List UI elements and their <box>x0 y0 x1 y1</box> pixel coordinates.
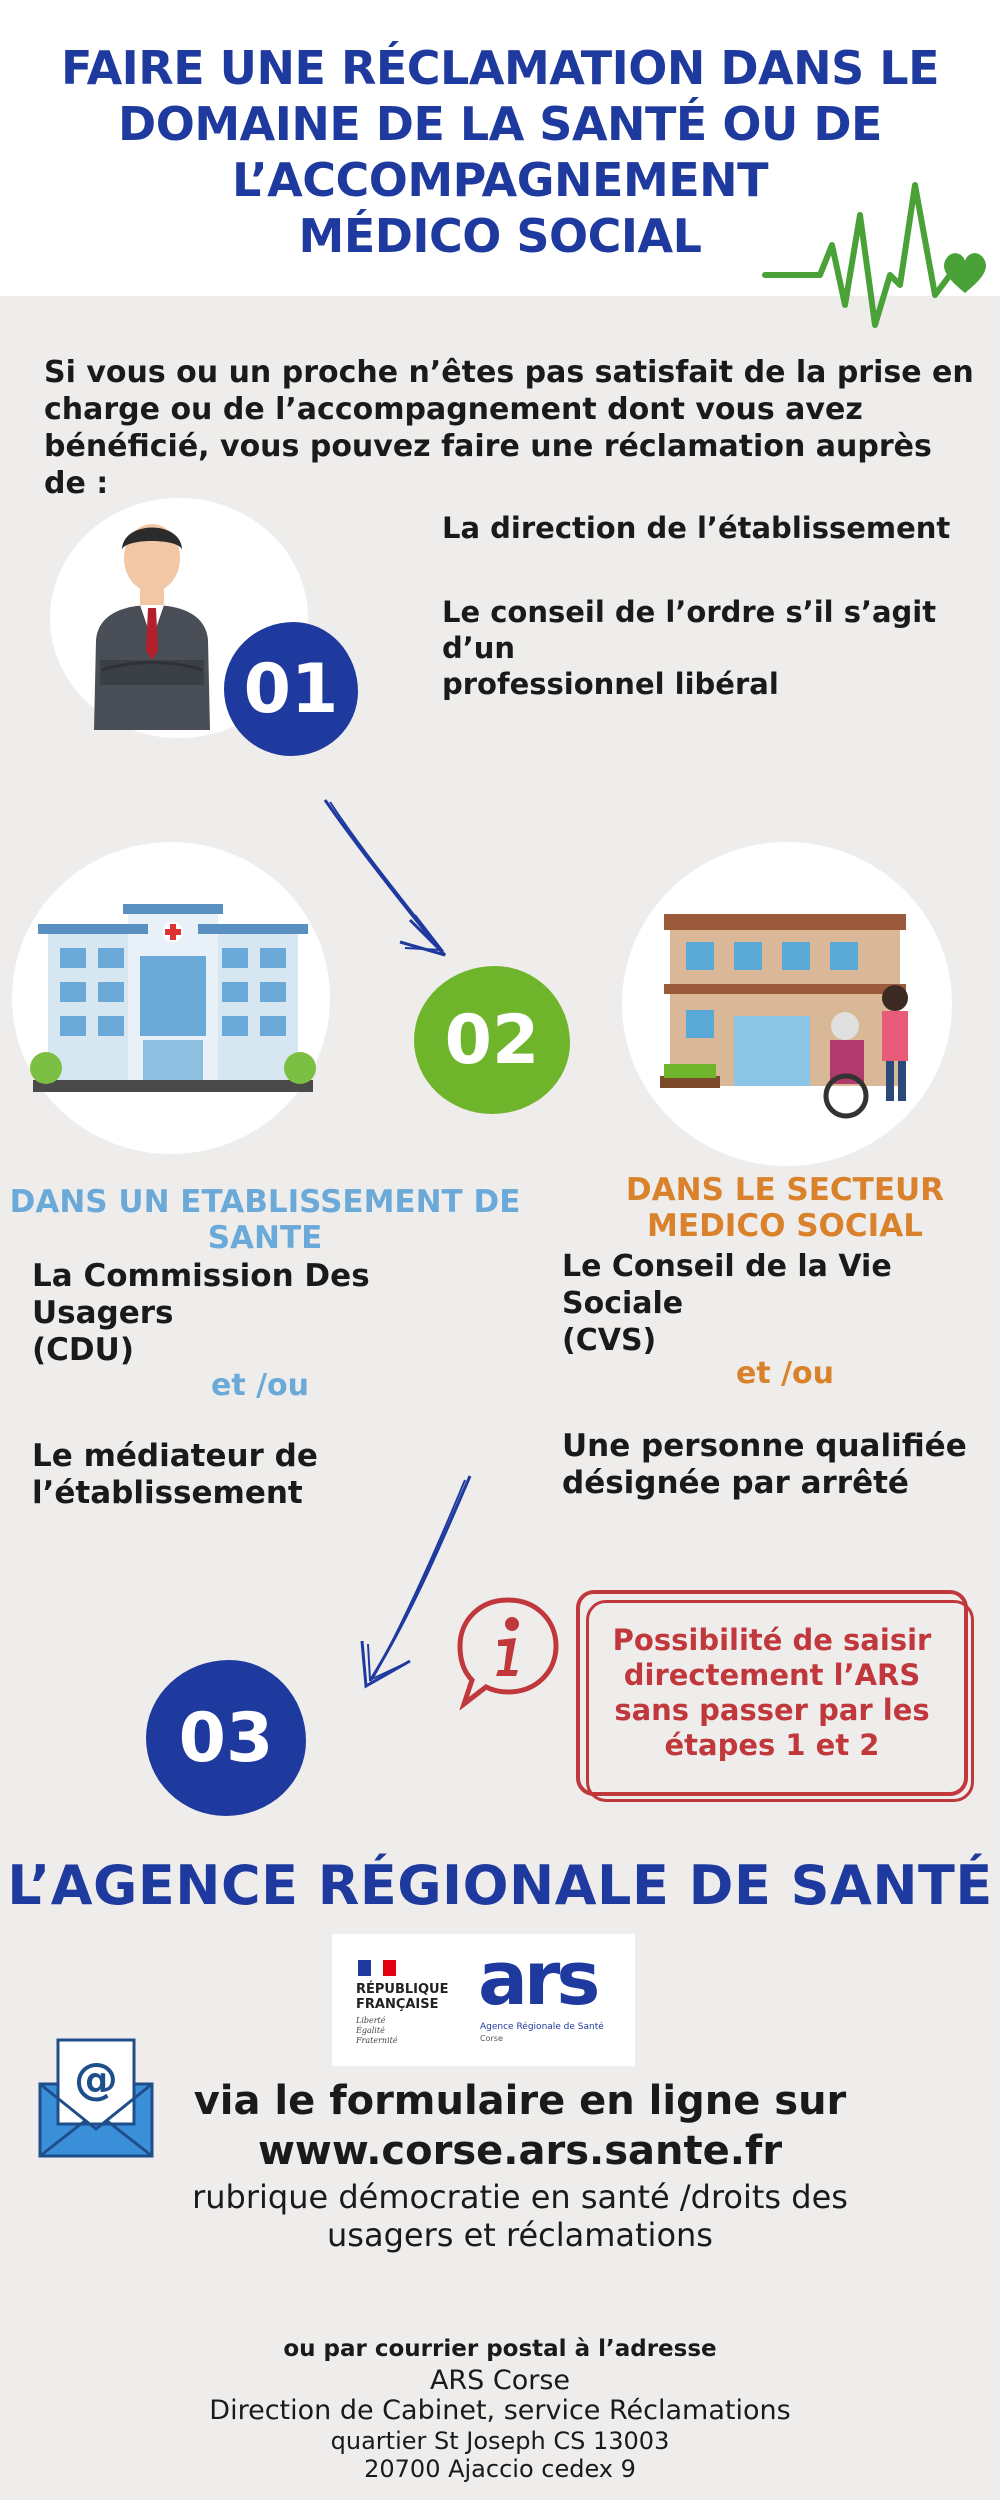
ars-logo <box>478 1934 596 2024</box>
personne-qualifiee-text <box>562 1428 1000 1502</box>
step3-number: 03 <box>178 1698 274 1778</box>
rubrique-line-2: usagers et réclamations <box>327 2216 713 2254</box>
motto-line-3: Fraternité <box>356 2036 398 2045</box>
left-heading-line-2: SANTE <box>207 1220 323 1256</box>
intro-line-1: Si vous ou un proche n’êtes pas satisfait de la prise en <box>44 355 974 390</box>
email-envelope-icon <box>36 2034 156 2160</box>
intro-line-2: charge ou de l’accompagnement dont vous avez <box>44 392 863 427</box>
title-line-4: MÉDICO SOCIAL <box>298 209 702 263</box>
left-etou-text: et /ou <box>210 1368 310 1403</box>
personne-line-1: Une personne qualifiée <box>562 1428 967 1464</box>
motto-line-2: Égalité <box>356 2026 385 2035</box>
svg-text:@: @ <box>74 2054 118 2105</box>
rubrique-text <box>140 2178 900 2254</box>
marianne-flag-icon <box>358 1960 396 1976</box>
address-line-1: ARS Corse <box>429 2365 571 2396</box>
left-heading-line-1: DANS UN ETABLISSEMENT DE <box>9 1184 521 1220</box>
step1-number: 01 <box>243 649 339 729</box>
info-box <box>576 1590 968 1796</box>
ars-logo-region: Corse <box>480 2034 503 2043</box>
cdu-line-2: (CDU) <box>32 1332 134 1368</box>
motto-text <box>356 2016 398 2046</box>
right-etou-text: et /ou <box>735 1356 835 1391</box>
mediateur-line-1: Le médiateur de <box>32 1438 318 1474</box>
cdu-line-1: La Commission Des Usagers <box>32 1258 370 1331</box>
step1-item2-line-1: Le conseil de l’ordre s’il s’agit d’un <box>442 595 937 665</box>
step1-number-badge <box>224 622 358 756</box>
personne-line-2: désignée par arrêté <box>562 1465 909 1501</box>
motto-line-1: Liberté <box>356 2016 386 2025</box>
ars-logo-subtitle: Agence Régionale de Santé <box>480 2022 604 2032</box>
republique-line-1: RÉPUBLIQUE <box>356 1982 449 1997</box>
right-heading-line-1: DANS LE SECTEUR <box>625 1172 945 1208</box>
ars-title: L’AGENCE RÉGIONALE DE SANTÉ <box>7 1854 993 1917</box>
step3-number-badge <box>146 1660 306 1816</box>
rubrique-line-1: rubrique démocratie en santé /droits des <box>192 2178 848 2216</box>
mediateur-line-2: l’établissement <box>32 1475 303 1511</box>
step2-number-badge <box>414 966 570 1114</box>
care-home-icon <box>650 906 940 1126</box>
title-line-2: DOMAINE DE LA SANTÉ OU DE <box>118 97 882 151</box>
postal-intro: ou par courrier postal à l’adresse <box>283 2336 717 2362</box>
title-line-1: FAIRE UNE RÉCLAMATION DANS LE <box>60 41 940 95</box>
section-medico-social-heading <box>560 1172 1000 1244</box>
cvs-line-1: Le Conseil de la Vie Sociale <box>562 1249 892 1321</box>
hospital-icon <box>28 900 318 1110</box>
businessman-icon <box>82 510 222 730</box>
title-line-3: L’ACCOMPAGNEMENT <box>231 153 769 207</box>
online-form-text <box>140 2076 900 2176</box>
heartbeat-heart-icon <box>760 175 1000 345</box>
info-line-1: Possibilité de saisir <box>612 1623 932 1657</box>
website-link[interactable]: www.corse.ars.sante.fr <box>257 2128 783 2174</box>
info-bubble-icon <box>452 1594 564 1710</box>
section-etablissement-sante-heading <box>0 1184 530 1256</box>
intro-line-3: bénéficié, vous pouvez faire une réclamation auprès de : <box>44 429 932 501</box>
step1-item-ordre <box>442 594 992 702</box>
ars-logo-text: ars <box>478 1936 597 2022</box>
via-line-1: via le formulaire en ligne sur <box>193 2078 847 2124</box>
republique-line-2: FRANÇAISE <box>356 1997 439 2012</box>
cvs-text <box>562 1248 1000 1359</box>
cdu-text <box>32 1258 512 1369</box>
address-line-3: quartier St Joseph CS 13003 <box>330 2427 670 2455</box>
step1-item-direction: La direction de l’établissement <box>442 511 951 545</box>
address-line-4: 20700 Ajaccio cedex 9 <box>364 2455 636 2483</box>
arrow-down-right-icon <box>310 790 470 970</box>
right-heading-line-2: MEDICO SOCIAL <box>647 1208 923 1244</box>
step2-number: 02 <box>444 1000 540 1080</box>
cvs-line-2: (CVS) <box>562 1323 657 1358</box>
republique-francaise-text <box>356 1982 449 2012</box>
info-line-3: sans passer par les <box>614 1693 930 1727</box>
address-line-2: Direction de Cabinet, service Réclamations <box>209 2395 791 2426</box>
info-line-4: étapes 1 et 2 <box>664 1728 880 1762</box>
step1-item2-line-2: professionnel libéral <box>442 667 779 701</box>
info-line-2: directement l’ARS <box>623 1658 921 1692</box>
logos-panel <box>332 1934 635 2066</box>
intro-text <box>44 354 974 502</box>
